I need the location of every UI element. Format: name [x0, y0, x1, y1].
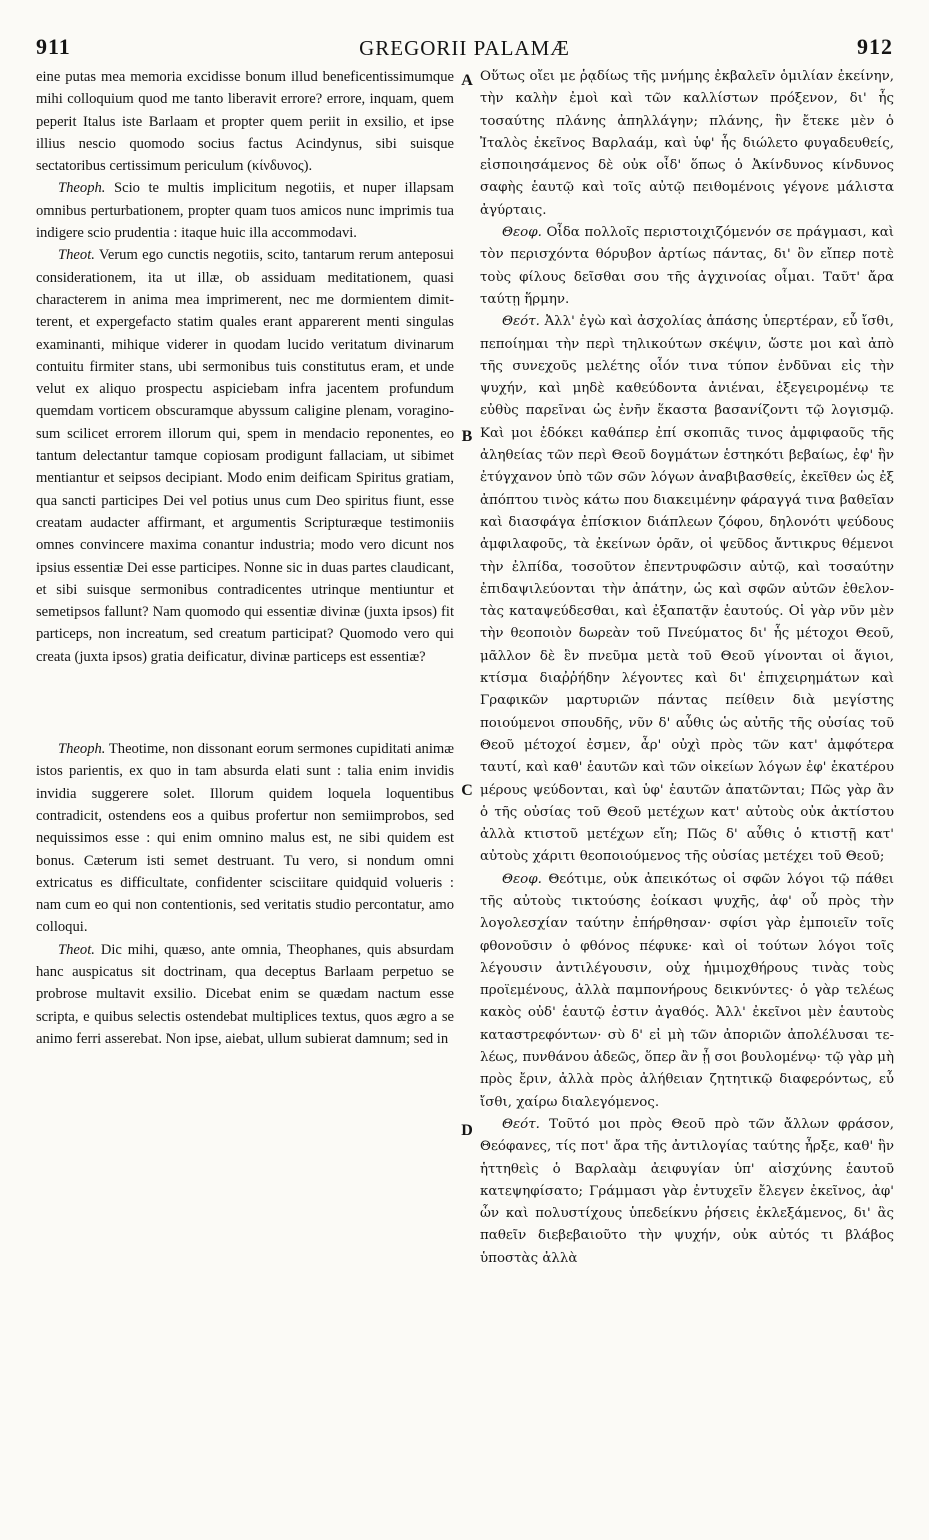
- latin-paragraph: [36, 66, 454, 177]
- speaker-label: Theoph.: [58, 180, 106, 197]
- paragraph-text: Dic mihi, quæso, ante omnia, Theophanes, quis absurdam hanc auspicatus sit doctrinam, qua deceptus Barlaam perpetuo se probrose multavit exsilio. Dicebat enim se quædam nactum esse scripta, e quibus selectis ostendebat multiplices textus, quos ægro a se animo ferri asserebat. Non ipse, aiebat, ullum subierat damnum; sed in: [36, 941, 454, 1047]
- greek-paragraph: [480, 222, 894, 311]
- speaker-label: Theoph.: [58, 741, 106, 758]
- greek-paragraph: [480, 311, 894, 868]
- margin-marker-c: C: [461, 782, 473, 799]
- speaker-label: Θεοφ.: [502, 225, 542, 241]
- paragraph-text: Θεότιμε, οὐκ ἀπεικότως οἱ σφῶν λόγοι τῷ πάθει τῆς αὐτοὺς τικτούσης ἐοίκασι ψυχῆς, ἀφ' οὗ πρὸς τὴν λογολεσχίαν ταύτην ἐπήρθησαν· σφίσι γὰρ ἐμποιεῖν τοῖς φθονοῦσιν ὁ φθόνος πέφυκε· καὶ οἱ τούτων λόγοι τοῖς λέγουσιν ἀντιλέγουσιν, οὐχ ἡμιμοχθήρους τινὰς τοὺς προϊεμένους, ἀλλὰ παμπονήρους δεικνύντες· ὁ γὰρ τελέως κακὸς οὐδ' ἑαυτῷ ἐστιν ἀγαθός. Ἀλλ' ἐκεῖνοι μὲν ἑαυτοὺς καταστρεφόντων· σὺ δ' εἰ μὴ τῶν ἀποριῶν ἀπολέλυσαι τελέως, πυνθάνου ἀδεῶς, ὅπερ ἂν ᾖ σοι βουλομένῳ· τῷ γὰρ μὴ πρὸς ἔριν, ἀλλὰ πρὸς ἀλήθειαν ζητητικῷ διαφερόντως, εὖ ἴσθι, χαίρω διαλεγόμενος.: [480, 871, 894, 1110]
- paragraph-text: Theotime, non dissonant eorum sermones cupiditati animæ istos parientis, ex quo in tam absurda elati sunt : talia enim invidis invidia suggerere solet. Illorum quidem loquela loquentibus contradicit, ostendens eos a quibus profertur non semiimprobos, sed nequissimos esse : qui enim omnino malus est, ne sibi quidem est bonus. Cæterum isti semet destruant. Tu vero, si nondum omni extricatus es difficultate, confidenter scisciitare quidquid volueris : nam cum eo qui non contentionis, sed veritatis studio percontatur, amo colloqui.: [36, 741, 454, 936]
- speaker-label: Theot.: [58, 941, 95, 958]
- margin-marker-d: D: [461, 1122, 473, 1139]
- margin-marker-a: A: [461, 72, 473, 89]
- paragraph-text: Τοῦτό μοι πρὸς Θεοῦ πρὸ τῶν ἄλλων φράσον, Θεόφανες, τίς ποτ' ἄρα τῆς ἀντιλογίας ταύτης ἦρξε, καθ' ἣν ἡττηθεὶς ὁ Βαρλαὰμ ἀειφυγίαν ὑπ' αἰσχύνης ἑαυτοῦ κατεψηφίσατο; Γράμμασι γὰρ ἐντυχεῖν ἔλεγεν ἐκεῖνος, ἀφ' ὧν καὶ πολυστίχους ὑπεδείκνυ ῥήσεις ἐκλεξάμενος, δι' ἃς παθεῖν διεβεβαιοῦτο τὴν ψυχήν, οὐκ αὐτός τι βλάβος ὑποστὰς ἀλλὰ: [480, 1116, 894, 1266]
- latin-column: [36, 66, 454, 1526]
- right-page-number: 912: [857, 34, 893, 59]
- latin-paragraph: [36, 244, 454, 668]
- speaker-label: Θεότ.: [502, 314, 540, 330]
- paragraph-text: Οἶδα πολλοῖς περιστοιχιζόμενόν σε πράγμασι, καὶ τὸν περισχόντα θόρυβον ἀρτίως πάντας, δι' ὃν εἴπερ ποτὲ τοὺς φίλους δεῖσθαι σου τῆς ἀγχινοίας οἶμαι. Ταῦτ' ἄρα ταύτῃ ἥρμην.: [480, 225, 894, 307]
- paragraph-text: Οὕτως οἴει με ῥᾳδίως τῆς μνήμης ἐκβαλεῖν ὁμιλίαν ἐκείνην, τὴν καλὴν ἐμοὶ καὶ τῶν καλλίστων πρόξενον, δι' ἧς τοσαύτης πλάνης ἀπηλλάγην; πλάνης, ἣν ἔτεκε μὲν ὁ Ἰταλὸς ἐκεῖνος Βαρλαάμ, καὶ ὑφ' ἧς διώλετο φυγαδευθείς, εἰσποιησάμενος δὲ οὐκ οἶδ' ὅπως ὁ Ἀκίνδυνος κίνδυνος σαφὴς ἑαυτῷ καὶ τοῖς αὐτῷ πειθομένοις γέγονε μάλιστα ἀγύρταις.: [480, 69, 894, 218]
- greek-paragraph: [480, 66, 894, 222]
- speaker-label: Θεότ.: [502, 1116, 540, 1132]
- margin-marker-b: B: [461, 428, 473, 445]
- greek-column: [480, 66, 894, 1526]
- page-header: [36, 34, 893, 64]
- speaker-label: Θεοφ.: [502, 871, 542, 887]
- paragraph-text: Verum ego cunctis negotiis, scito, tantarum rerum anteposui considerationem, ita ut illæ, ob assiduam meditationem, quasi characterem in anima mea imprimerent, nec me dormientem dimitterent, et expergefacto statim quales erant apparerent menti singulas examinanti, mihique viderer in quodam lucido veritatum divinarum contuitu firmiter stans, ubi sermonibus tuis constitutus eram, et unde velut ex aliquo prospectu aspiciebam infra jacentem profundum quemdam vorticem obscuramque abyssum caligine plenam, voraginosum scilicet errorem illorum qui, spem in mendacio reponentes, eo tantum delectantur tamque copiosam prodigunt fallaciam, ut sibimet mentiantur et seipsos decipiant. Modo enim deificam Spiritus gratiam, qua sancti participes Dei vel potius unus cum Deo spiritus fiunt, esse creatam audacter affirmant, et argumentis Scripturæque testimoniis omnes convincere maxima conantur industria; modo vero dicunt nos ipsius essentiæ Dei esse participes. Nonne sic in duas partes claudicant, et sibi suisque sermonibus contradicentes utrinque mentiuntur et semetipsos fallunt? Nam quomodo qui essentiæ divinæ (juxta ipsos) fit particeps, non increatum, sed creatum participat? Quomodo vero qui creata (juxta ipsos) gratia deificatur, divinæ particeps est essentiæ?: [36, 247, 454, 665]
- latin-paragraph: [36, 939, 454, 1050]
- running-title: GREGORII PALAMÆ: [359, 36, 570, 60]
- greek-paragraph: [480, 869, 894, 1114]
- latin-paragraph: [36, 738, 454, 939]
- paragraph-text: Ἀλλ' ἐγὼ καὶ ἀσχολίας ἁπάσης ὑπερτέραν, εὖ ἴσθι, πεποίημαι τὴν περὶ τηλικούτων σκέψιν, ὥστε μοι καὶ ἀπὸ τῆς συνεχοῦς μελέτης οἷόν τινα τύπον ἐνδῦναι εἰς τὴν ψυχήν, καὶ μηδὲ καθεύδοντα ἀνιέναι, ἐξεγειρομένῳ τε εὐθὺς παρεῖναι ὡς ἐνῆν ἕκαστα βασανίζοντι τῷ λογισμῷ. Καὶ μοι ἐδόκει καθάπερ ἐπί σκοπιᾶς τινος ἀμφιφαοῦς τῆς ἀληθείας τῶν περὶ Θεοῦ δογμάτων ἑστηκότι βεβαίως, ἐφ' ἣν ἐτύγχανον ὑπὸ τῶν σῶν λόγων ἀναβιβασθείς, ἐκεῖθεν ὡς ἐξ ἀπόπτου τινὸς κάτω που διακειμένην φάραγγά τινα βαθεῖαν καὶ διασφάγα ἐπίσκιον διάπλεων ζόφου, δηλονότι ψεύδους ἀμφιλαφοῦς, τὰ ἐκείνων ὁρᾶν, οἱ ψεῦδος ἄντικρυς θέμενοι τὴν ἐλπίδα, τοσοῦτον ἐπεντρυφῶσιν αὐτῷ, καὶ τοσαύτην ἐπιδαψιλεύονται τὴν ἀπάτην, ὡς καὶ σφῶν αὐτῶν ἐθελοντὰς καταψεύδεσθαι, καὶ ἐξαπατᾷν ἑαυτούς. Οἱ γὰρ νῦν μὲν τὴν θεοποιὸν δωρεὰν τοῦ Πνεύματος δι' ἧς μέτοχοι Θεοῦ, μᾶλλον δὲ ἓν πνεῦμα μετὰ τοῦ Θεοῦ γίνονται οἱ ἅγιοι, κτίσμα διαῤῥήδην λέγοντες καὶ δι' ἐπιχειρημάτων καὶ Γραφικῶν μαρτυριῶν πάντας πείθειν διὰ μεγίστης ποιούμενοι σπουδῆς, νῦν δ' αὖθις ὡς αὐτῆς τῆς οὐσίας τοῦ Θεοῦ μέτοχοί ἐσμεν, ἆρ' οὐχὶ πρὸς τῶν κατ' ἀμφότερα ταυτί, καὶ καθ' ἑαυτῶν καὶ τῶν οἰκείων λόγων ἐφ' ἑκατέρου μέρους ψεύδονται, καὶ ὑφ' ἑαυτῶν ἀπατῶνται; Πῶς γὰρ ἂν ὁ τῆς οὐσίας τοῦ Θεοῦ μετέχων κατ' αὐτοὺς οὐκ ἀκτίστου ἀλλὰ κτιστοῦ μετέχων εἴη; Πῶς δ' αὖθις ὁ κτιστῇ κατ' αὐτοὺς χάριτι θεοποιούμενος τῆς οὐσίας μετέχει τοῦ Θεοῦ;: [480, 314, 894, 865]
- speaker-label: Theot.: [58, 247, 95, 264]
- greek-paragraph: [480, 1114, 894, 1270]
- latin-paragraph: [36, 177, 454, 244]
- paragraph-text: eine putas mea memoria excidisse bonum illud beneficentissimumque mihi colloquium quod me tanto liberavit errore? errore, inquam, quem peperit Italus iste Barlaam et propter quem periit in exsilio, et ipse illius nescio quomodo socius factus Acindynus, sibi suisque sectatoribus certissimum periculum (κίνδυνος).: [36, 69, 454, 175]
- left-page-number: 911: [36, 34, 71, 59]
- paragraph-text: Scio te multis implicitum negotiis, et nuper illapsam omnibus perturbationem, propter quam tuos amicos nunc imprimis tua indigere scio prudentia : itaque huic illa accommodavi.: [36, 180, 454, 242]
